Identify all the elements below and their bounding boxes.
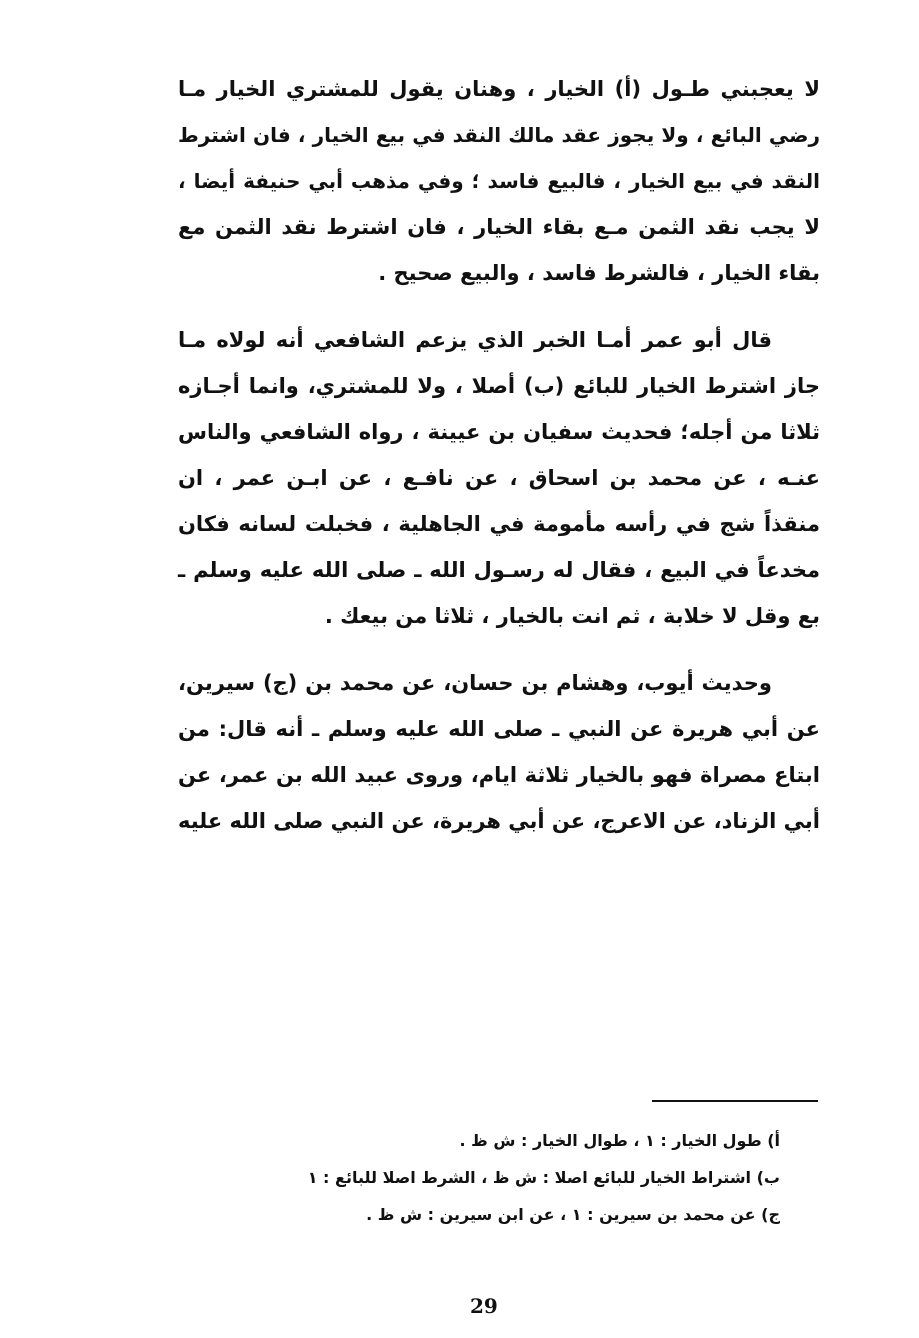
text-line: منقذاً شج في رأسه مأمومة في الجاهلية ، فخبلت لسانه فكان (178, 512, 820, 536)
text-line: مخدعاً في البيع ، فقال له رسـول الله ـ صلى الله عليه وسلم ـ (178, 558, 820, 582)
footnote-separator (652, 1100, 818, 1102)
text-line: النقد في بيع الخيار ، فالبيع فاسد ؛ وفي مذهب أبي حنيفة أيضا ، (178, 169, 820, 193)
footnote-a: أ) طول الخيار : ١ ، طوال الخيار : ش ظ . (459, 1131, 780, 1150)
footnote-b: ب) اشتراط الخيار للبائع اصلا : ش ظ ، الشرط اصلا للبائع : ١ (307, 1168, 780, 1187)
main-text (178, 66, 820, 844)
text-line: لا يعجبني طـول (أ) الخيار ، وهنان يقول للمشتري الخيار مـا (178, 77, 820, 101)
paragraph-3 (178, 660, 820, 844)
text-line: بقاء الخيار ، فالشرط فاسد ، والبيع صحيح . (378, 261, 820, 285)
text-line: جاز اشترط الخيار للبائع (ب) أصلا ، ولا للمشتري، وانما أجـازه (178, 374, 820, 398)
text-line: رضي البائع ، ولا يجوز عقد مالك النقد في بيع الخيار ، فان اشترط (178, 123, 820, 147)
paragraph-2 (178, 317, 820, 639)
text-line: ابتاع مصراة فهو بالخيار ثلاثة ايام، وروى عبيد الله بن عمر، عن (178, 763, 820, 787)
paragraph-spacer (178, 296, 820, 317)
text-line: ثلاثا من أجله؛ فحديث سفيان بن عيينة ، رواه الشافعي والناس (178, 420, 820, 444)
page-number: 29 (470, 1294, 498, 1318)
text-line: قال أبو عمر أمـا الخبر الذي يزعم الشافعي أنه لولاه مـا (178, 328, 772, 352)
text-line: عن أبي هريرة عن النبي ـ صلى الله عليه وسلم ـ أنه قال: من (178, 717, 820, 741)
text-line: وحديث أيوب، وهشام بن حسان، عن محمد بن (ج) سيرين، (178, 671, 772, 695)
text-line: أبي الزناد، عن الاعرج، عن أبي هريرة، عن النبي صلى الله عليه (178, 809, 820, 833)
footnotes (240, 1122, 780, 1233)
paragraph-1 (178, 66, 820, 296)
text-line: عنـه ، عن محمد بن اسحاق ، عن نافـع ، عن ابـن عمر ، ان (178, 466, 820, 490)
text-line: لا يجب نقد الثمن مـع بقاء الخيار ، فان اشترط نقد الثمن مع (178, 215, 820, 239)
footnote-c: ج) عن محمد بن سيرين : ١ ، عن ابن سيرين : ش ظ . (366, 1205, 780, 1224)
text-line: بع وقل لا خلابة ، ثم انت بالخيار ، ثلاثا من بيعك . (324, 604, 820, 628)
paragraph-spacer (178, 639, 820, 660)
